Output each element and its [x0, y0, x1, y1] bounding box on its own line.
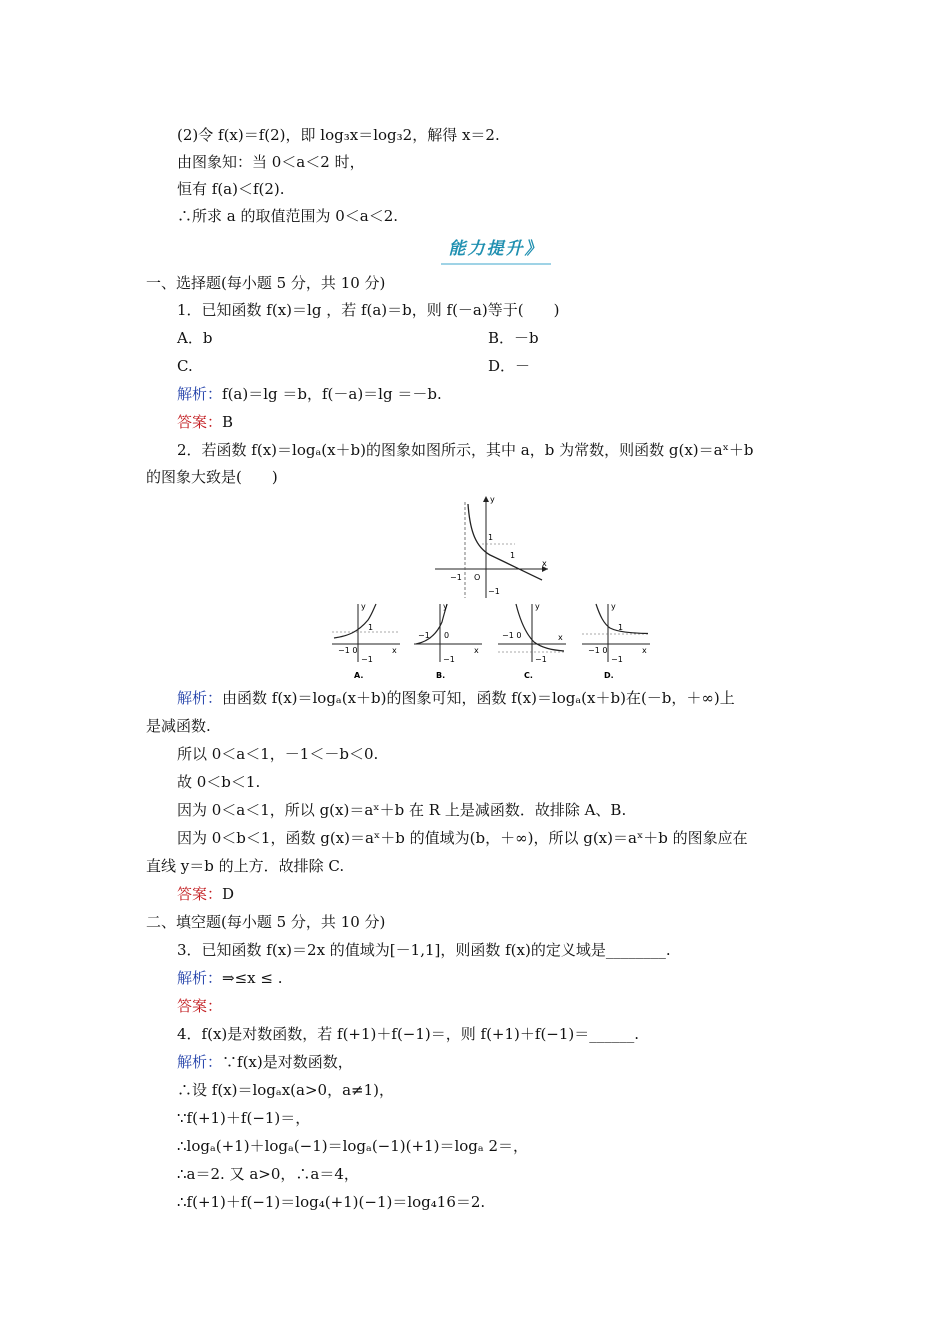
option-a-origin: −1 0	[338, 646, 358, 655]
option-d-x-label: x	[642, 646, 647, 655]
line-text: B	[222, 413, 234, 431]
line-label: 解析：	[177, 1053, 223, 1071]
line-label: 解析：	[177, 385, 223, 403]
option-c-label: C.	[524, 671, 533, 680]
section-banner	[437, 234, 555, 268]
line-label: 解析：	[177, 969, 223, 987]
line-text: 2．若函数 f(x)＝logₐ(x＋b)的图象如图所示，其中 a，b 为常数，则函数 g(x)＝aˣ＋b	[177, 441, 754, 459]
text-line	[177, 940, 671, 960]
line-label: 解析：	[177, 689, 223, 707]
option-a-neg-one: −1	[361, 655, 373, 664]
text-line	[177, 152, 365, 172]
text-line	[177, 744, 378, 764]
line-text: B．－b	[488, 329, 539, 347]
option-d-origin: −1 0	[588, 646, 608, 655]
text-line	[177, 828, 748, 848]
line-text: ∵f(+1)＋f(−1)＝，	[177, 1109, 311, 1127]
text-line	[177, 1024, 639, 1044]
option-d-graph	[582, 602, 650, 680]
text-line	[177, 125, 500, 145]
line-text: D．－	[488, 357, 531, 375]
text-line	[177, 1080, 394, 1100]
text-line	[177, 1136, 528, 1156]
line-text: 故 0＜b＜1.	[177, 773, 261, 791]
line-text: 一、选择题(每小题 5 分，共 10 分)	[146, 274, 386, 292]
option-a-label: A.	[354, 671, 364, 680]
option-b-origin: 0	[444, 631, 450, 640]
option-d-label: D.	[604, 671, 614, 680]
text-line	[146, 856, 344, 876]
text-line	[177, 1164, 359, 1184]
text-line	[177, 1052, 353, 1072]
line-text: 由函数 f(x)＝logₐ(x＋b)的图象可知，函数 f(x)＝logₐ(x＋b)在(－b，＋∞)上	[222, 689, 735, 707]
text-line	[177, 179, 285, 199]
line-text: 所以 0＜a＜1，－1＜－b＜0.	[177, 745, 379, 763]
text-line	[488, 356, 530, 376]
text-line	[177, 968, 282, 988]
line-label: 答案：	[177, 413, 223, 431]
line-text: 3．已知函数 f(x)＝2x 的值域为[－1,1]，则函数 f(x)的定义域是________.	[177, 941, 671, 959]
option-b-y-label: y	[443, 602, 448, 611]
text-line	[177, 772, 260, 792]
text-line	[177, 412, 233, 432]
option-a-one: 1	[368, 623, 374, 632]
text-line	[488, 328, 539, 348]
text-line	[177, 996, 222, 1016]
text-line	[146, 716, 211, 736]
option-b-neg-one: −1	[443, 655, 455, 664]
option-c-neg-one: −1	[535, 655, 547, 664]
text-line	[177, 688, 735, 708]
text-line	[177, 300, 559, 320]
line-label: 答案：	[177, 997, 223, 1015]
line-text: 因为 0＜b＜1，函数 g(x)＝aˣ＋b 的值域为(b，＋∞)，所以 g(x)＝aˣ＋b 的图象应在	[177, 829, 748, 847]
line-text: ⇒≤x ≤ .	[222, 969, 283, 987]
line-text: 是减函数.	[146, 717, 211, 735]
line-text: 直线 y＝b 的上方．故排除 C.	[146, 857, 345, 875]
tick-x-neg-one: −1	[450, 573, 462, 582]
text-line	[177, 356, 193, 376]
text-line	[146, 912, 385, 932]
line-text: C.	[177, 357, 193, 375]
line-text: 4．f(x)是对数函数，若 f(+1)＋f(−1)＝，则 f(+1)＋f(−1)＝______.	[177, 1025, 640, 1043]
text-line	[177, 440, 754, 460]
x-label: x	[542, 559, 547, 568]
line-text: ∴设 f(x)＝logₐx(a>0，a≠1)，	[177, 1081, 394, 1099]
text-line	[177, 384, 442, 404]
line-text: 由图象知：当 0＜a＜2 时，	[177, 153, 365, 171]
line-text: ∴logₐ(+1)＋logₐ(−1)＝logₐ(−1)(+1)＝logₐ 2＝，	[177, 1137, 528, 1155]
option-c-x-label: x	[558, 633, 563, 642]
line-text: 因为 0＜a＜1，所以 g(x)＝aˣ＋b 在 R 上是减函数．故排除 A、B.	[177, 801, 627, 819]
option-d-y-label: y	[611, 602, 616, 611]
tick-y-neg-one: −1	[488, 587, 500, 596]
option-a-x-label: x	[392, 646, 397, 655]
line-text: ∴所求 a 的取值范围为 0＜a＜2.	[177, 207, 399, 225]
text-line	[177, 884, 234, 904]
option-d-one: 1	[618, 623, 624, 632]
text-line	[177, 800, 626, 820]
tick-y-one: 1	[488, 533, 494, 542]
line-text: f(a)＝lg ＝b，f(－a)＝lg ＝－b.	[222, 385, 442, 403]
line-text: ∴a＝2. 又 a>0，∴a＝4，	[177, 1165, 359, 1183]
text-line	[177, 328, 212, 348]
option-b-x-label: x	[474, 646, 479, 655]
option-b-graph	[414, 602, 482, 680]
log-graph-figure	[430, 492, 552, 602]
text-line	[146, 273, 385, 293]
line-text: D	[222, 885, 235, 903]
option-b-neg-one-top: −1	[418, 631, 430, 640]
tick-x-one: 1	[510, 551, 516, 560]
option-a-graph	[332, 602, 400, 680]
text-line	[177, 1108, 310, 1128]
y-label: y	[490, 495, 495, 504]
line-text: 恒有 f(a)＜f(2).	[177, 180, 285, 198]
option-c-graph	[498, 602, 566, 680]
option-graphs	[328, 600, 658, 684]
line-text: ∴f(+1)＋f(−1)＝log₄(+1)(−1)＝log₄16＝2.	[177, 1193, 486, 1211]
option-c-origin: −1 0	[502, 631, 522, 640]
line-label: 答案：	[177, 885, 223, 903]
option-b-label: B.	[436, 671, 446, 680]
line-text: (2)令 f(x)＝f(2)，即 log₃x＝log₃2，解得 x＝2.	[177, 126, 500, 144]
option-d-neg-one: −1	[611, 655, 623, 664]
text-line	[177, 1192, 485, 1212]
line-text: ∵f(x)是对数函数，	[222, 1053, 353, 1071]
text-line	[177, 206, 398, 226]
line-text: A．b	[177, 329, 213, 347]
y-axis-arrow	[483, 496, 489, 502]
line-text: 1．已知函数 f(x)＝lg ，若 f(a)＝b，则 f(－a)等于( )	[177, 301, 560, 319]
banner-title: 能力提升》	[448, 239, 544, 259]
line-text: 的图象大致是( )	[146, 468, 278, 486]
line-text: 二、填空题(每小题 5 分，共 10 分)	[146, 913, 386, 931]
origin-label: O	[474, 573, 481, 582]
text-line	[146, 467, 278, 487]
option-c-y-label: y	[535, 602, 540, 611]
option-a-y-label: y	[361, 602, 366, 611]
